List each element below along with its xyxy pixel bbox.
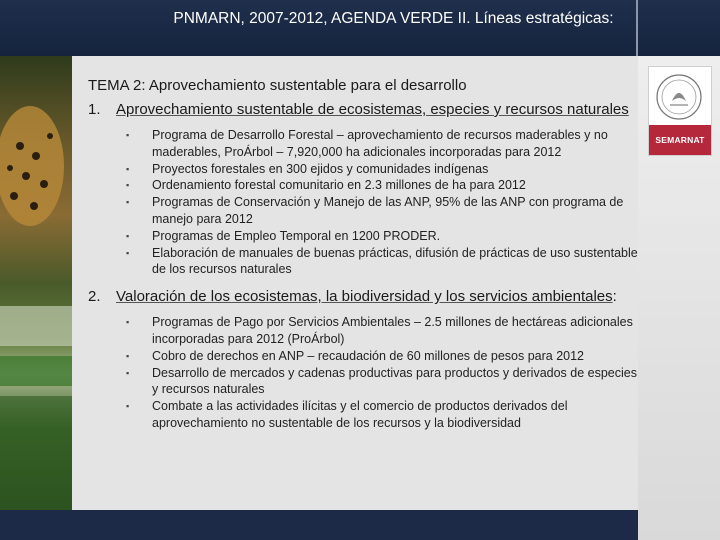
bullet-item: ▪ Programas de Empleo Temporal en 1200 PRODER. xyxy=(126,228,441,243)
bullet-icon: ▪ xyxy=(126,367,130,378)
slide-body xyxy=(88,76,638,432)
section-1-bullet-list xyxy=(88,127,638,278)
bullet-item: ▪ Elaboración de manuales de buenas prácticas, difusión de prácticas de uso sustentable de los recursos naturales xyxy=(126,245,638,277)
bullet-item: ▪ Programas de Pago por Servicios Ambientales – 2.5 millones de hectáreas adicionales incorporadas para 2012 (ProÁrbol) xyxy=(126,315,633,346)
bullet-icon: ▪ xyxy=(126,197,130,208)
bullet-icon: ▪ xyxy=(126,230,130,241)
jaguar-and-nursery-photo xyxy=(0,56,72,510)
topic-label: TEMA 2: xyxy=(88,77,146,94)
bullet-item: ▪ Cobro de derechos en ANP – recaudación de 60 millones de pesos para 2012 xyxy=(126,348,585,363)
section-title: Aprovechamiento sustentable de ecosistemas, especies y recursos naturales xyxy=(116,101,629,118)
section-title-wrap xyxy=(116,288,617,306)
slide-title: PNMARN, 2007-2012, AGENDA VERDE II. Líneas estratégicas: xyxy=(173,10,614,27)
bullet-icon: ▪ xyxy=(126,163,130,174)
section-number: 1. xyxy=(88,101,101,118)
section-2-bullet-list xyxy=(88,314,638,432)
bottom-bar xyxy=(0,510,638,540)
bullet-icon: ▪ xyxy=(126,180,130,191)
topic-heading xyxy=(88,76,638,95)
bullet-item: ▪ Ordenamiento forestal comunitario en 2.3 millones de ha para 2012 xyxy=(126,178,526,193)
bullet-icon: ▪ xyxy=(126,401,130,412)
bullet-item: ▪ Desarrollo de mercados y cadenas productivas para productos y derivados de especies y recursos naturales xyxy=(126,365,637,397)
bullet-item: ▪ Programa de Desarrollo Forestal – aprovechamiento de recursos maderables y no maderables, ProÁrbol – 7,920,000 ha adicionales incorporadas para 2012 xyxy=(126,128,608,159)
section-2-heading xyxy=(88,288,638,306)
bullet-item: ▪ Proyectos forestales en 300 ejidos y comunidades indígenas xyxy=(126,161,489,176)
title-bar xyxy=(0,0,720,56)
mexico-coat-of-arms-icon xyxy=(654,71,704,123)
bullet-item: ▪ Programas de Conservación y Manejo de las ANP, 95% de las ANP con programa de manejo para 2012 xyxy=(126,195,624,226)
bullet-icon: ▪ xyxy=(126,350,130,361)
bullet-icon: ▪ xyxy=(126,317,130,328)
bullet-icon: ▪ xyxy=(126,247,130,258)
bullet-item: ▪ Combate a las actividades ilícitas y el comercio de productos derivados del aprovechamiento no sustentable de los recursos y la biodiversidad xyxy=(126,399,568,430)
section-title-suffix: : xyxy=(612,288,617,306)
bullet-icon: ▪ xyxy=(126,130,130,140)
topic-title: Aprovechamiento sustentable para el desarrollo xyxy=(148,77,467,94)
title-bar-divider xyxy=(636,0,638,56)
semarnat-logo xyxy=(648,66,712,156)
semarnat-logo-text: SEMARNAT xyxy=(649,125,711,155)
nature-photo-strip xyxy=(0,56,72,510)
section-number: 2. xyxy=(88,288,101,306)
section-title: Valoración de los ecosistemas, la biodiversidad y los servicios ambientales xyxy=(116,288,613,306)
section-1-heading xyxy=(88,101,638,119)
